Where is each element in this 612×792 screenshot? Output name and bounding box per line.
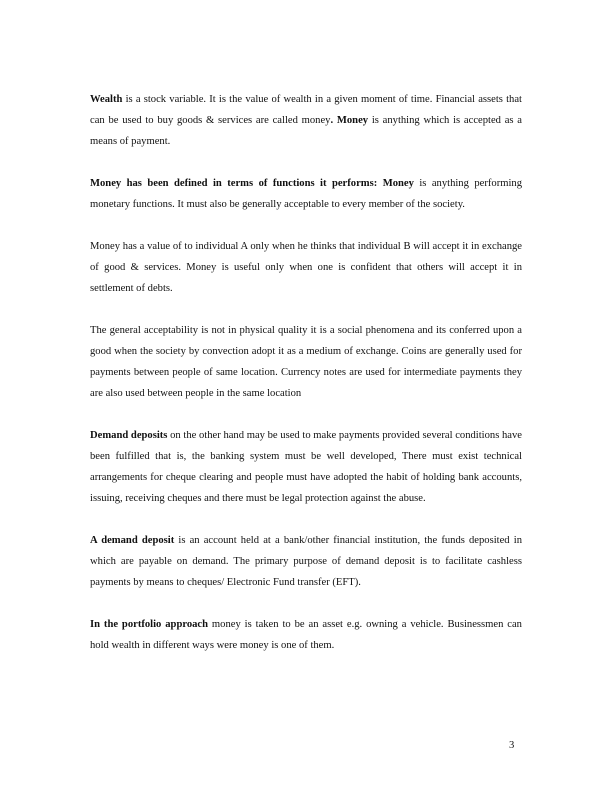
page-body: [90, 89, 522, 677]
paragraph-demand-deposit-definition: A demand deposit is an account held at a bank/other financial institution, the funds deposited in which are payable on demand. The primary purpose of demand deposit is to facilitate cashless payments by means to cheques/ Electronic Fund transfer (EFT).: [90, 535, 522, 588]
term-money: . Money: [330, 115, 369, 126]
term-money-defined: Money has been defined in terms of functions it performs: Money: [90, 178, 414, 189]
paragraph-demand-deposits: Demand deposits on the other hand may be used to make payments provided several conditions have been fulfilled that is, the banking system must be well developed, There must exist technical arrangements for cheque clearing and people must have adopted the habit of holding bank accounts, issuing, receiving cheques and there must be legal protection against the abuse.: [90, 430, 523, 504]
paragraph-wealth: Wealth is a stock variable. It is the value of wealth in a given moment of time. Financial assets that can be used to buy goods & services are called money. Money is anything which is accepted as a means of payment.: [90, 94, 522, 147]
paragraph-money-defined: Money has been defined in terms of functions it performs: Money is anything performing monetary functions. It must also be generally acceptable to every member of the society.: [90, 178, 522, 210]
term-wealth: Wealth: [90, 94, 123, 105]
term-portfolio-approach: In the portfolio approach: [90, 619, 209, 630]
term-demand-deposits: Demand deposits: [90, 430, 168, 441]
paragraph-acceptability: The general acceptability is not in physical quality it is a social phenomena and its conferred upon a good when the society by convection adopt it as a medium of exchange. Coins are generally used for payments between people of same location. Currency notes are used for intermediate payments they are also used between people in the same location: [90, 325, 522, 399]
paragraph-money-value: Money has a value of to individual A only when he thinks that individual B will accept it in exchange of good & services. Money is useful only when one is confident that others will accept it in settlement of debts.: [90, 241, 522, 294]
term-demand-deposit: A demand deposit: [90, 535, 175, 546]
paragraph-portfolio-approach: In the portfolio approach money is taken to be an asset e.g. owning a vehicle. Businessmen can hold wealth in different ways were money is one of them.: [90, 619, 522, 651]
page-number: 3: [509, 740, 515, 751]
